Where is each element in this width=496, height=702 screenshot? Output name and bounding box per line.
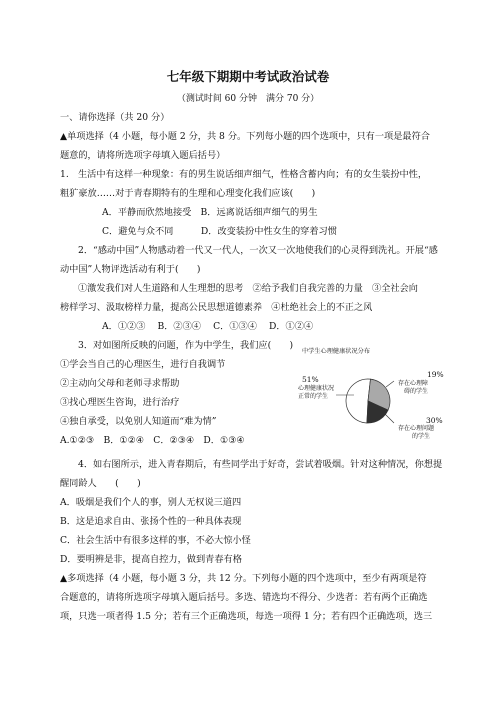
label-normal-2: 正常的学生	[298, 393, 329, 400]
single-choice-intro-cont: 题意的，请将所选项字母填入题后括号）	[60, 150, 226, 161]
question-1-stem: 1. 生活中有这样一种现象：有的男生说话细声细气，性格含蓄内向；有的女生装扮中性，	[60, 169, 428, 180]
question-1-options-ab: A．平静而欣然地接受 B．远离说话细声细气的男生	[102, 207, 318, 218]
question-2-stem: 2．“感动中国”人物感动着一代又一代人，一次又一次地使我们的心灵得到洗礼。开展“感	[78, 245, 438, 256]
question-1-stem-cont: 粗犷豪放……对于青春期特有的生理和心理变化我们应该( )	[60, 188, 316, 199]
question-3-answers: A.①②③ B．①②④ C．②③④ D．①③④	[60, 435, 245, 446]
label-disorder-2: 碍的学生	[404, 388, 429, 395]
question-3-stem: 3．对如图所反映的问题，作为中学生，我们应( )	[78, 340, 294, 351]
question-4-option-c: C．社会生活中有很多这样的事，不必大惊小怪	[60, 535, 251, 546]
question-3-item-4: ④独自承受，以免别人知道而“难为情”	[60, 416, 217, 427]
question-2-items-cont: 榜样学习、汲取榜样力量，提高公民思想道德素养 ④杜绝社会上的不正之风	[60, 302, 373, 313]
leader-line-problem	[384, 413, 394, 423]
question-2-stem-cont: 动中国”人物评选活动有利于( )	[60, 264, 201, 275]
label-disorder-1: 存在心理障	[398, 380, 429, 387]
slice-normal	[346, 379, 370, 423]
label-problem-1: 存在心理问题	[398, 425, 435, 432]
question-4-option-b: B．这是追求自由、张扬个性的一种具体表现	[60, 516, 242, 527]
leader-line-disorder	[386, 381, 394, 387]
chart-title: 中学生心理健康状况分布	[302, 348, 371, 355]
question-3-item-2: ②主动向父母和老师寻求帮助	[60, 378, 180, 389]
label-normal-1: 心理健康状况	[298, 385, 335, 392]
question-2-items: ①激发我们对人生道路和人生理想的思考 ②给予我们自我完善的力量 ③全社会向	[78, 283, 418, 294]
section-heading: 一、请你选择（共 20 分）	[60, 112, 170, 123]
multi-choice-intro-cont-2: 项，只选一项者得 1.5 分；若有三个正确选项，每选一项得 1 分；若有四个正确选项，选三	[60, 611, 433, 622]
question-4-stem: 4．如右图所示，进入青春期后，有些同学出于好奇，尝试着吸烟。针对这种情况，你想提	[78, 459, 443, 470]
question-1-options-cd: C．避免与众不同 D．改变装扮中性女生的穿着习惯	[102, 226, 337, 237]
question-3-item-3: ③找心理医生咨询，进行治疗	[60, 397, 180, 408]
label-problem-2: 的学生	[412, 433, 431, 440]
multi-choice-intro: ▲多项选择（4 小题，每小题 3 分，共 12 分。下列每小题的四个选项中，至少有两项是符	[60, 573, 427, 584]
question-2-answers: A．①②③ B．②③④ C．①③④ D．①②④	[102, 321, 314, 332]
pct-label-normal: 51%	[302, 375, 319, 384]
question-4-option-a: A．吸烟是我们个人的事，别人无权说三道四	[60, 497, 242, 508]
single-choice-intro: ▲单项选择（4 小题，每小题 2 分，共 8 分。下列每小题的四个选项中，只有一项是最符合	[60, 131, 430, 142]
page-subtitle: （测试时间 60 分钟 满分 70 分）	[176, 94, 320, 104]
multi-choice-intro-cont-1: 合题意的，请将所选项字母填入题后括号。多选、错选均不得分、少选者：若有两个正确选	[60, 592, 428, 603]
question-4-option-d: D．要明辨是非，提高自控力，做到青春有格	[60, 554, 242, 565]
question-4-stem-cont: 醒同龄人 ( )	[60, 478, 141, 489]
question-3-item-1: ①学会当自己的心理医生，进行自我调节	[60, 359, 226, 370]
page-title: 七年级下期期中考试政治试卷	[166, 69, 330, 84]
pct-label-disorder: 19%	[427, 370, 444, 379]
pct-label-problem: 30%	[426, 416, 443, 425]
